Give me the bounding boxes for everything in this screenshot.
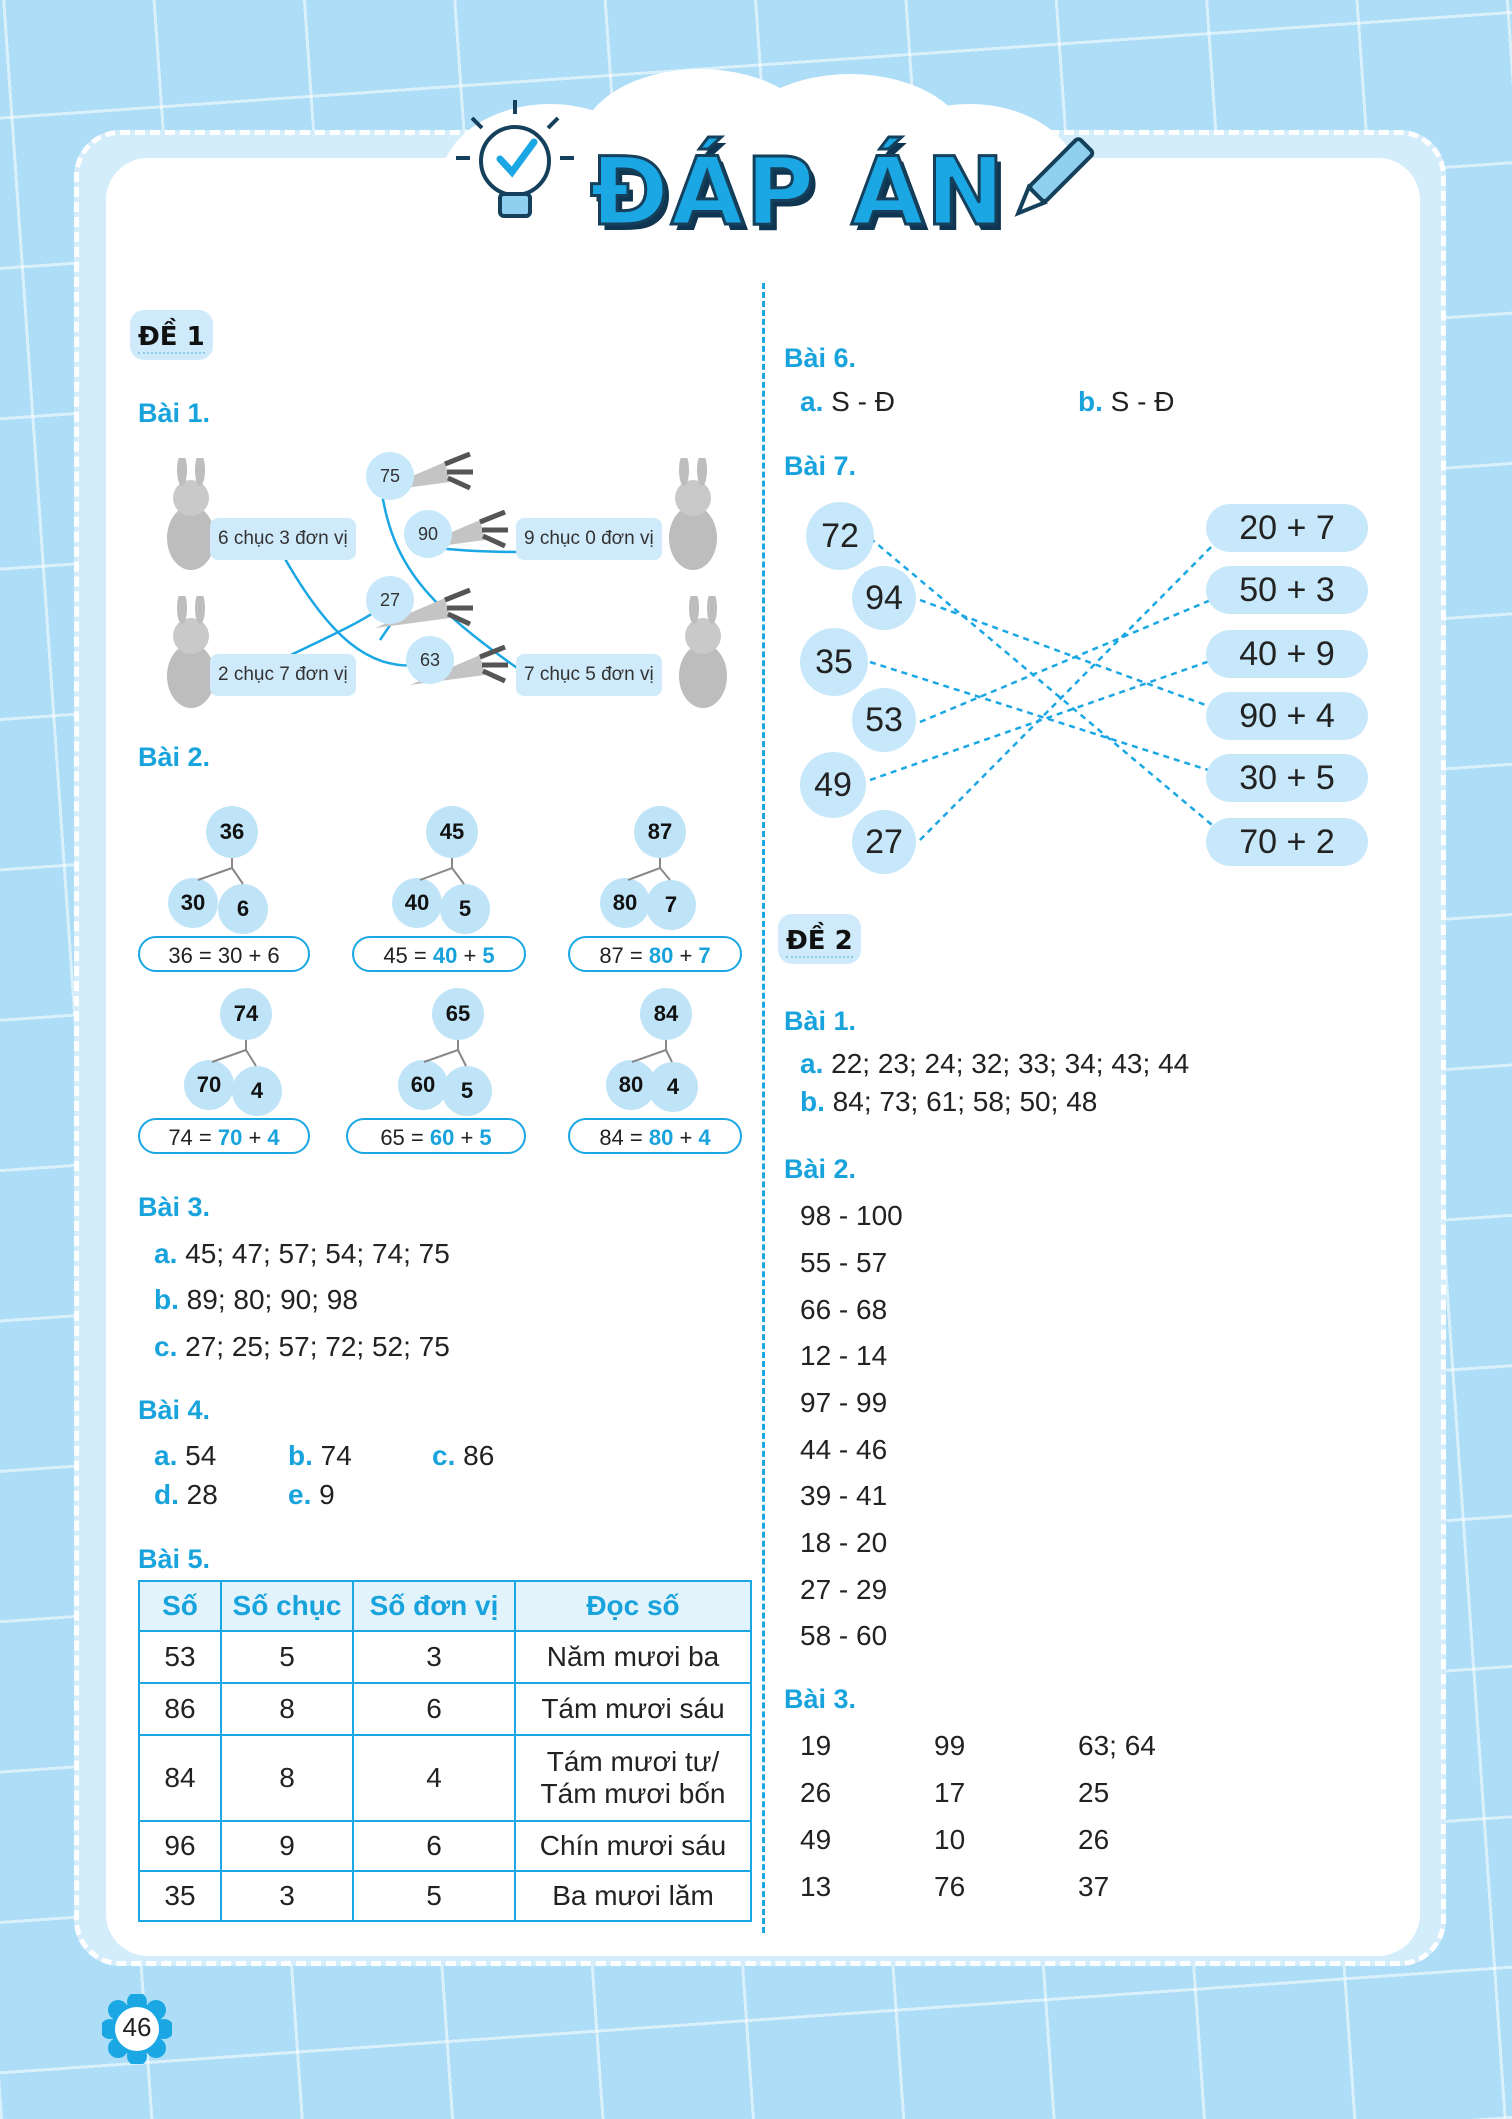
de2-bai2-item: 66 - 68 bbox=[800, 1294, 888, 1325]
table-cell: 8 bbox=[221, 1735, 353, 1821]
de1-bai4-e: e. 9 bbox=[288, 1479, 335, 1510]
tree-top: 74 bbox=[220, 988, 272, 1040]
de2-bai2-item: 18 - 20 bbox=[800, 1527, 888, 1558]
de1-bai4-d: d. 28 bbox=[154, 1479, 218, 1510]
de2-bai3-cell: 49 bbox=[800, 1824, 832, 1855]
tree-left: 60 bbox=[398, 1060, 448, 1110]
table-cell: 8 bbox=[221, 1683, 353, 1735]
tree-top: 45 bbox=[426, 806, 478, 858]
rabbit-label: 6 chục 3 đơn vị bbox=[210, 518, 356, 560]
table-cell bbox=[515, 1735, 751, 1821]
table-cell: 5 bbox=[221, 1631, 353, 1683]
rabbit-icon bbox=[662, 458, 724, 573]
bai7-title: Bài 7. bbox=[784, 451, 857, 481]
tree-left: 30 bbox=[168, 878, 218, 928]
table-cell: Năm mươi ba bbox=[515, 1631, 751, 1683]
bai7-right-expression: 90 + 4 bbox=[1206, 692, 1368, 740]
table-cell-line: Tám mươi tư/ bbox=[546, 1746, 720, 1777]
table-row bbox=[139, 1871, 751, 1921]
tree-left: 80 bbox=[606, 1060, 656, 1110]
table-cell: 6 bbox=[353, 1821, 515, 1871]
de1-bai5-table bbox=[138, 1580, 752, 1922]
tree-equation: 74 = 70 + 4 bbox=[138, 1118, 310, 1154]
de2-bai3-cell: 19 bbox=[800, 1730, 832, 1761]
table-cell: 5 bbox=[353, 1871, 515, 1921]
tree-equation: 65 = 60 + 5 bbox=[346, 1118, 526, 1154]
bai7-left-number: 27 bbox=[852, 810, 916, 874]
de1-bai3-title: Bài 3. bbox=[138, 1192, 211, 1222]
rabbit-label: 2 chục 7 đơn vị bbox=[210, 654, 356, 696]
lightbulb-check-icon bbox=[450, 96, 580, 226]
tree-left: 80 bbox=[600, 878, 650, 928]
carrot-number: 75 bbox=[366, 452, 414, 500]
tree-top: 84 bbox=[640, 988, 692, 1040]
bai7-left-number: 49 bbox=[800, 752, 866, 818]
tree-top: 87 bbox=[634, 806, 686, 858]
de2-bai3-cell: 25 bbox=[1078, 1777, 1110, 1808]
de1-bai1-title: Bài 1. bbox=[138, 398, 211, 428]
table-header: Số chục bbox=[221, 1581, 353, 1631]
pen-icon bbox=[1000, 130, 1100, 230]
tree-equation: 36 = 30 + 6 bbox=[138, 936, 310, 972]
table-row bbox=[139, 1683, 751, 1735]
bai7-left-number: 35 bbox=[800, 628, 868, 696]
carrot-number: 63 bbox=[406, 636, 454, 684]
de2-bai3-title: Bài 3. bbox=[784, 1684, 857, 1714]
de2-bai3-cell: 37 bbox=[1078, 1871, 1110, 1902]
carrot-number: 27 bbox=[366, 576, 414, 624]
table-header: Số đơn vị bbox=[353, 1581, 515, 1631]
table-cell: 84 bbox=[139, 1735, 221, 1821]
table-row bbox=[139, 1735, 751, 1821]
table-cell: 9 bbox=[221, 1821, 353, 1871]
de2-bai2-item: 27 - 29 bbox=[800, 1574, 888, 1605]
de1-bai5-title: Bài 5. bbox=[138, 1544, 211, 1574]
tree-top: 65 bbox=[432, 988, 484, 1040]
bai7-left-number: 72 bbox=[806, 502, 874, 570]
tree-right: 6 bbox=[218, 884, 268, 934]
table-cell: Tám mươi sáu bbox=[515, 1683, 751, 1735]
carrot-number: 90 bbox=[404, 510, 452, 558]
tree-right: 4 bbox=[648, 1062, 698, 1112]
tree-right: 5 bbox=[440, 884, 490, 934]
tree-left: 40 bbox=[392, 878, 442, 928]
table-header-row bbox=[139, 1581, 751, 1631]
table-cell: Chín mươi sáu bbox=[515, 1821, 751, 1871]
de2-bai1-a: a. 22; 23; 24; 32; 33; 34; 43; 44 bbox=[800, 1048, 1190, 1079]
table-cell: 3 bbox=[221, 1871, 353, 1921]
bai7-right-expression: 30 + 5 bbox=[1206, 754, 1368, 802]
bai7-right-expression: 40 + 9 bbox=[1206, 630, 1368, 678]
de1-badge: ĐỀ 1 bbox=[130, 310, 213, 360]
de1-bai3-c: c. 27; 25; 57; 72; 52; 75 bbox=[154, 1331, 450, 1362]
de2-bai3-cell: 99 bbox=[934, 1730, 966, 1761]
bai7-right-expression: 50 + 3 bbox=[1206, 566, 1368, 614]
rabbit-label: 9 chục 0 đơn vị bbox=[516, 518, 662, 560]
table-cell: 4 bbox=[353, 1735, 515, 1821]
bai7-left-number: 53 bbox=[852, 688, 916, 752]
de1-bai2-title: Bài 2. bbox=[138, 742, 211, 772]
bai6-b: b. S - Đ bbox=[1078, 386, 1175, 417]
tree-equation: 45 = 40 + 5 bbox=[352, 936, 526, 972]
de2-bai2-item: 44 - 46 bbox=[800, 1434, 888, 1465]
table-row bbox=[139, 1821, 751, 1871]
bai7-right-expression: 20 + 7 bbox=[1206, 504, 1368, 552]
de2-bai2-item: 97 - 99 bbox=[800, 1387, 888, 1418]
table-cell: 6 bbox=[353, 1683, 515, 1735]
tree-right: 4 bbox=[232, 1066, 282, 1116]
table-cell: Ba mươi lăm bbox=[515, 1871, 751, 1921]
tree-equation: 84 = 80 + 4 bbox=[568, 1118, 742, 1154]
de2-bai3-cell: 26 bbox=[800, 1777, 832, 1808]
de2-bai2-item: 98 - 100 bbox=[800, 1200, 903, 1231]
de1-bai4-c: c. 86 bbox=[432, 1440, 495, 1471]
de1-bai3-b: b. 89; 80; 90; 98 bbox=[154, 1284, 358, 1315]
de2-bai2-item: 12 - 14 bbox=[800, 1340, 888, 1371]
table-cell: 35 bbox=[139, 1871, 221, 1921]
table-cell: 3 bbox=[353, 1631, 515, 1683]
table-cell: 96 bbox=[139, 1821, 221, 1871]
de2-bai3-cell: 10 bbox=[934, 1824, 966, 1855]
rabbit-icon bbox=[672, 596, 734, 711]
tree-equation: 87 = 80 + 7 bbox=[568, 936, 742, 972]
table-cell: 53 bbox=[139, 1631, 221, 1683]
tree-right: 7 bbox=[646, 880, 696, 930]
bai7-left-number: 94 bbox=[852, 566, 916, 630]
de2-bai2-item: 39 - 41 bbox=[800, 1480, 888, 1511]
table-cell-line: Tám mươi bốn bbox=[540, 1778, 726, 1809]
tree-left: 70 bbox=[184, 1060, 234, 1110]
de2-bai3-cell: 76 bbox=[934, 1871, 966, 1902]
table-cell: 86 bbox=[139, 1683, 221, 1735]
de1-bai4-title: Bài 4. bbox=[138, 1395, 211, 1425]
tree-top: 36 bbox=[206, 806, 258, 858]
de2-bai3-cell: 17 bbox=[934, 1777, 966, 1808]
de2-bai3-cell: 63; 64 bbox=[1078, 1730, 1156, 1761]
bai6-a: a. S - Đ bbox=[800, 386, 895, 417]
bai6-title: Bài 6. bbox=[784, 343, 857, 373]
de2-bai2-item: 55 - 57 bbox=[800, 1247, 888, 1278]
de2-bai1-b: b. 84; 73; 61; 58; 50; 48 bbox=[800, 1086, 1098, 1117]
bai7-right-expression: 70 + 2 bbox=[1206, 818, 1368, 866]
de2-bai3-cell: 13 bbox=[800, 1871, 832, 1902]
table-header: Số bbox=[139, 1581, 221, 1631]
page-title: ĐÁP ÁN bbox=[590, 138, 1007, 247]
de2-badge: ĐỀ 2 bbox=[778, 914, 861, 964]
de1-bai4-b: b. 74 bbox=[288, 1440, 352, 1471]
rabbit-label: 7 chục 5 đơn vị bbox=[516, 654, 662, 696]
de1-bai4-a: a. 54 bbox=[154, 1440, 217, 1471]
de2-bai2-item: 58 - 60 bbox=[800, 1620, 888, 1651]
tree-right: 5 bbox=[442, 1066, 492, 1116]
de1-bai3-a: a. 45; 47; 57; 54; 74; 75 bbox=[154, 1238, 450, 1269]
de2-bai1-title: Bài 1. bbox=[784, 1006, 857, 1036]
page-number: 46 bbox=[122, 2012, 152, 2042]
table-row bbox=[139, 1631, 751, 1683]
table-header: Đọc số bbox=[515, 1581, 751, 1631]
de2-bai3-cell: 26 bbox=[1078, 1824, 1110, 1855]
de2-bai2-title: Bài 2. bbox=[784, 1154, 857, 1184]
